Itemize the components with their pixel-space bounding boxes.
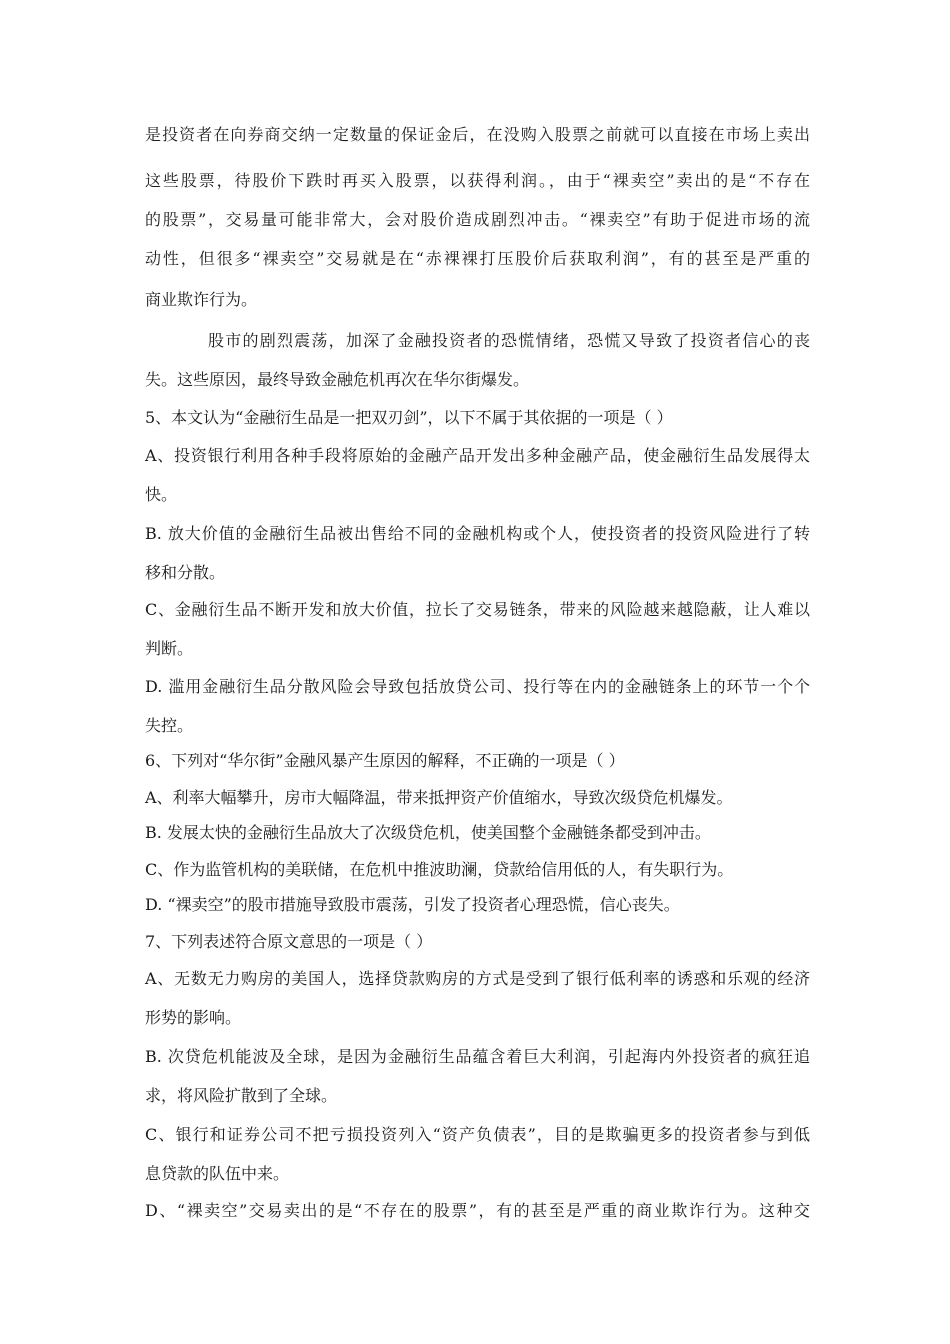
question-5-option-a: A、投资银行利用各种手段将原始的金融产品开发出多种金融产品，使金融衍生品发展得太	[145, 446, 810, 465]
question-5-option-b-cont: 移和分散。	[145, 563, 226, 582]
question-7-option-d: D、“裸卖空”交易卖出的是“不存在的股票”，有的甚至是严重的商业欺诈行为。这种交	[145, 1201, 810, 1220]
paragraph-indented-line: 股市的剧烈震荡，加深了金融投资者的恐慌情绪，恐慌又导致了投资者信心的丧	[208, 331, 810, 350]
passage-line-3: 的股票”，交易量可能非常大，会对股价造成剧烈冲击。“裸卖空”有助于促进市场的流	[145, 210, 810, 229]
passage-line-1: 是投资者在向券商交纳一定数量的保证金后，在没购入股票之前就可以直接在市场上卖出	[145, 125, 810, 144]
question-7-option-b-cont: 求，将风险扩散到了全球。	[145, 1086, 338, 1105]
question-5-option-d-cont: 失控。	[145, 716, 194, 735]
question-6-option-c: C、作为监管机构的美联储，在危机中推波助澜，贷款给信用低的人，有失职行为。	[145, 860, 734, 879]
question-6-option-b: B. 发展太快的金融衍生品放大了次级贷危机，使美国整个金融链条都受到冲击。	[145, 823, 711, 842]
passage-line-5: 商业欺诈行为。	[145, 290, 258, 309]
question-7-option-b: B. 次贷危机能波及全球，是因为金融衍生品蕴含着巨大利润，引起海内外投资者的疯狂追	[145, 1047, 810, 1066]
question-7-option-c: C、银行和证券公司不把亏损投资列入“资产负债表”，目的是欺骗更多的投资者参与到低	[145, 1125, 810, 1144]
question-7-option-a: A、无数无力购房的美国人，选择贷款购房的方式是受到了银行低利率的诱惑和乐观的经济	[145, 969, 810, 988]
question-5-stem: 5、本文认为“金融衍生品是一把双刃剑”，以下不属于其依据的一项是（ ）	[145, 408, 673, 427]
question-7-option-c-cont: 息贷款的队伍中来。	[145, 1164, 290, 1183]
question-5-option-a-cont: 快。	[145, 485, 178, 504]
passage-line-7: 失。这些原因，最终导致金融危机再次在华尔街爆发。	[145, 370, 530, 389]
question-6-option-a: A、利率大幅攀升，房市大幅降温，带来抵押资产价值缩水，导致次级贷危机爆发。	[145, 788, 733, 807]
question-5-option-c: C、金融衍生品不断开发和放大价值，拉长了交易链条，带来的风险越来越隐蔽，让人难以	[145, 600, 810, 619]
question-5-option-c-cont: 判断。	[145, 639, 194, 658]
passage-line-2: 这些股票，待股价下跌时再买入股票，以获得利润。，由于“裸卖空”卖出的是“不存在	[145, 171, 810, 190]
question-6-stem: 6、下列对“华尔街”金融风暴产生原因的解释，不正确的一项是（ ）	[145, 751, 625, 770]
question-7-stem: 7、下列表述符合原文意思的一项是（ ）	[145, 932, 433, 951]
passage-line-4: 动性，但很多“裸卖空”交易就是在“赤裸裸打压股价后获取利润”，有的甚至是严重的	[145, 249, 810, 268]
question-5-option-b: B. 放大价值的金融衍生品被出售给不同的金融机构或个人，使投资者的投资风险进行了转	[145, 524, 810, 543]
question-5-option-d: D. 滥用金融衍生品分散风险会导致包括放贷公司、投行等在内的金融链条上的环节一个个	[145, 677, 810, 696]
question-7-option-a-cont: 形势的影响。	[145, 1008, 242, 1027]
question-6-option-d: D. “裸卖空”的股市措施导致股市震荡，引发了投资者心理恐慌，信心丧失。	[145, 895, 680, 914]
